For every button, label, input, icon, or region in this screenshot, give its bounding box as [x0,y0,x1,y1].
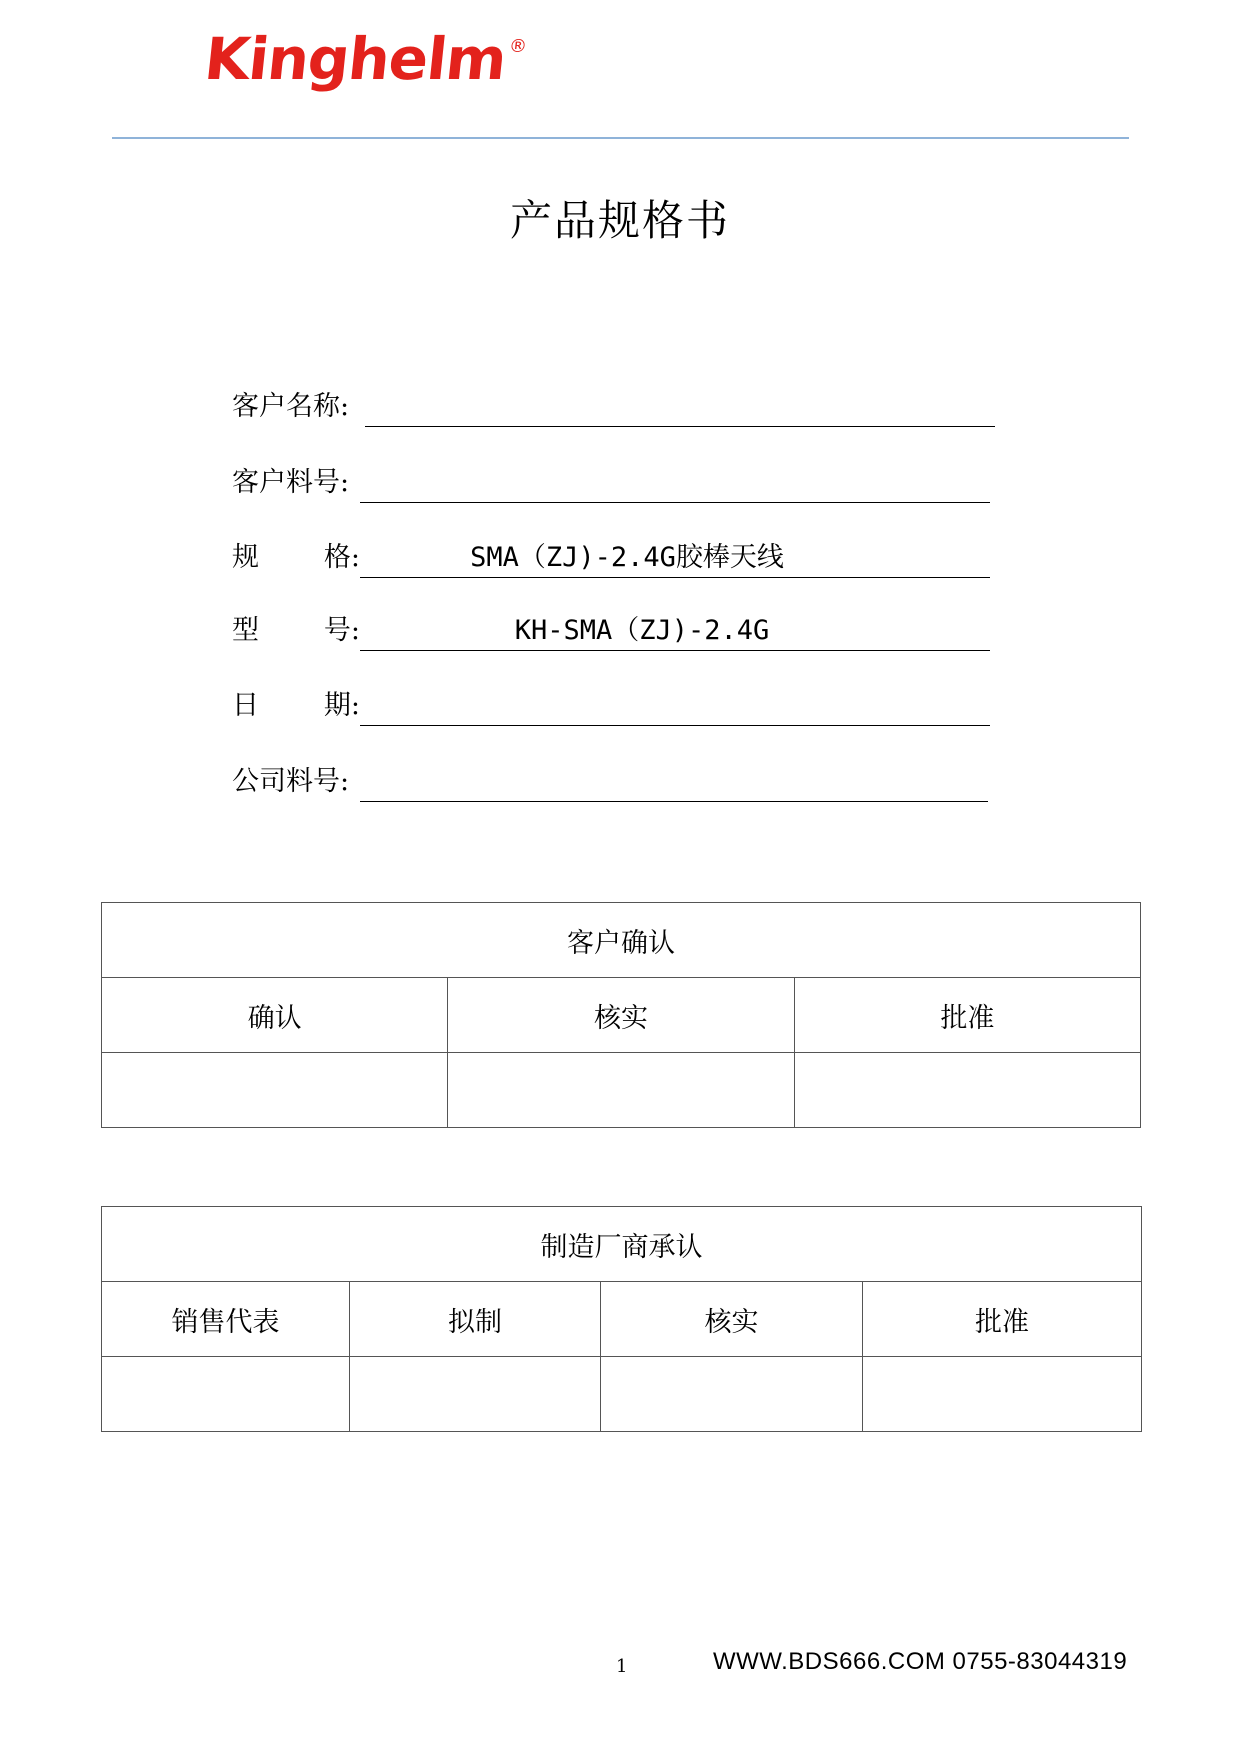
kinghelm-logo: Kinghelm® [201,25,527,93]
specification-value: SMA（ZJ)-2.4G胶棒天线 [470,542,784,573]
date-line[interactable] [360,725,990,726]
customer-name-line[interactable] [365,426,995,427]
footer-website: WWW.BDS666.COM 0755-83044319 [713,1648,1128,1675]
signature-cell-sales[interactable] [102,1357,350,1432]
table-row [102,1207,1142,1282]
company-part-number-label: 公司料号: [232,766,350,797]
company-part-number-field [232,762,997,802]
table-row [102,978,1141,1053]
table-row [102,1053,1141,1128]
column-header: 销售代表 [102,1282,350,1357]
column-header: 核实 [448,978,794,1053]
customer-part-number-label: 客户料号: [232,467,350,498]
company-part-number-line[interactable] [360,801,988,802]
column-header: 拟制 [350,1282,601,1357]
model-label: 型 号: [232,615,360,646]
header-rule [112,137,1129,139]
customer-part-number-line[interactable] [360,502,990,503]
customer-name-field [232,387,997,427]
customer-confirmation-table [101,902,1141,1128]
signature-cell-approve[interactable] [794,1053,1140,1128]
signature-cell-drafted[interactable] [350,1357,601,1432]
manufacturer-acknowledgement-table [101,1206,1142,1432]
model-value: KH-SMA（ZJ)-2.4G [514,615,770,646]
document-title: 产品规格书 [509,196,730,245]
customer-confirmation-heading: 客户确认 [102,903,1141,978]
model-field [232,611,997,651]
column-header: 核实 [601,1282,863,1357]
date-label: 日 期: [232,690,360,721]
page-number: 1 [616,1656,628,1677]
specification-line[interactable] [360,577,990,578]
signature-cell-approve[interactable] [863,1357,1142,1432]
signature-cell-confirm[interactable] [102,1053,448,1128]
signature-cell-verify[interactable] [601,1357,863,1432]
column-header: 批准 [794,978,1140,1053]
column-header: 确认 [102,978,448,1053]
customer-name-label: 客户名称: [232,391,350,422]
table-row [102,1282,1142,1357]
model-line[interactable] [360,650,990,651]
table-row [102,903,1141,978]
specification-field [232,538,997,578]
specification-label: 规 格: [232,542,360,573]
manufacturer-acknowledgement-heading: 制造厂商承认 [102,1207,1142,1282]
date-field [232,686,997,726]
signature-cell-verify[interactable] [448,1053,794,1128]
table-row [102,1357,1142,1432]
customer-part-number-field [232,463,997,503]
column-header: 批准 [863,1282,1142,1357]
